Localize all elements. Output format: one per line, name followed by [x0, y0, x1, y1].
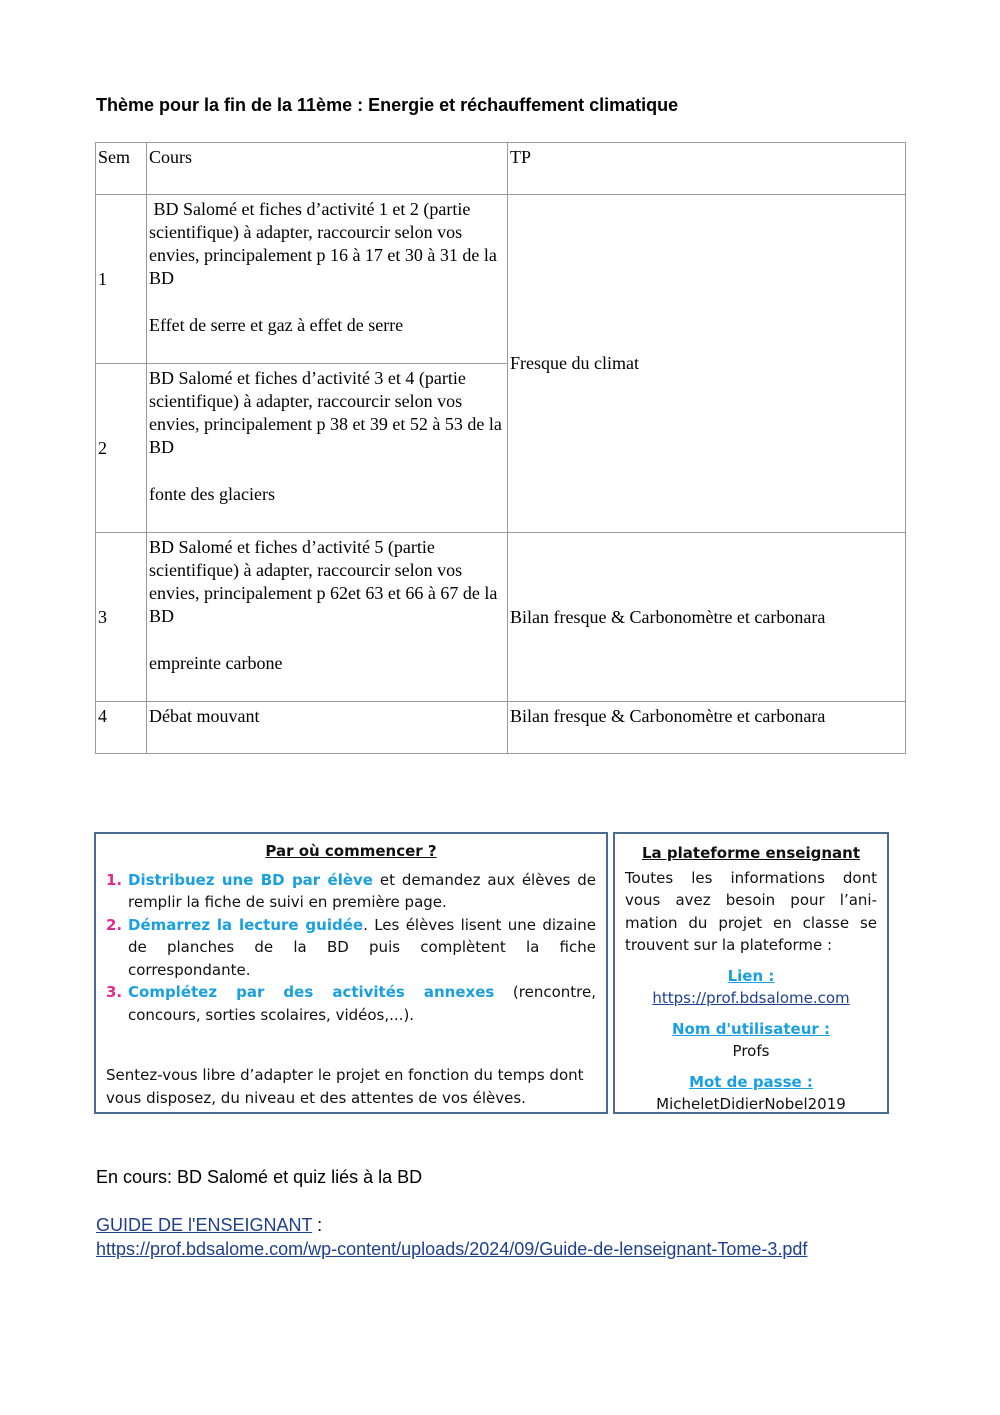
cours-cell	[147, 364, 508, 533]
start-guide-title: Par où commencer ?	[265, 842, 437, 860]
sem-cell: 2	[96, 364, 147, 533]
cours-cell	[147, 533, 508, 702]
guide-link-label[interactable]: GUIDE DE l'ENSEIGNANT	[96, 1215, 313, 1235]
tp-cell: Fresque du climat	[508, 195, 906, 533]
step-text: . Les élèves lisent une dizaine de planches de la BD puis complètent la fiche correspondante.	[128, 915, 596, 979]
sem-cell: 3	[96, 533, 147, 702]
step-highlight: Distribuez une BD par élève	[128, 870, 373, 889]
password-value: MicheletDidierNobel2019	[656, 1095, 846, 1113]
guide-url-link[interactable]: https://prof.bdsalome.com/wp-content/uploads/2024/09/Guide-de-lenseignant-Tome-3.pdf	[96, 1239, 808, 1259]
cours-cell: Débat mouvant	[147, 702, 508, 754]
step-item	[106, 914, 596, 982]
header-cours: Cours	[147, 143, 508, 195]
sem-cell: 1	[96, 195, 147, 364]
adapt-note: Sentez-vous libre d’adapter le projet en fonction du temps dont vous disposez, du niveau et des attentes de vos élèves.	[106, 1066, 584, 1107]
start-steps-list	[106, 869, 596, 1027]
cours-text: BD Salomé et fiches d’activité 5 (partie scientifique) à adapter, raccourcir selon vos envies, principalement p 62et 63 et 66 à 67 de la BD	[149, 537, 498, 626]
step-text: (rencontre, concours, sorties scolaires, vidéos,...).	[128, 983, 596, 1024]
step-highlight: Complétez par des activités annexes	[128, 983, 495, 1001]
step-number: 1.	[106, 870, 123, 889]
start-guide-box	[94, 832, 608, 1114]
guide-separator: :	[312, 1215, 323, 1235]
header-sem: Sem	[96, 143, 147, 195]
cours-cell	[147, 195, 508, 364]
platform-link[interactable]: https://prof.bdsalome.com	[652, 989, 850, 1007]
tp-cell: Bilan fresque & Carbonomètre et carbonara	[508, 533, 906, 702]
link-label: Lien :	[727, 966, 775, 985]
teacher-platform-box	[613, 832, 889, 1114]
page-title: Thème pour la fin de la 11ème : Energie et réchauffement climatique	[96, 95, 679, 115]
step-number: 3.	[106, 983, 123, 1001]
step-number: 2.	[106, 915, 123, 934]
step-text: et demandez aux élèves de remplir la fiche de suivi en première page.	[128, 870, 596, 911]
cours-topic: Effet de serre et gaz à effet de serre	[149, 315, 404, 335]
guide-section	[96, 1213, 807, 1261]
step-item	[106, 869, 596, 914]
cours-text: BD Salomé et fiches d’activité 3 et 4 (partie scientifique) à adapter, raccourcir selon vos envies, principalement p 38 et 39 et 52 à 53 de la BD	[149, 368, 502, 457]
table-header-row	[96, 143, 906, 195]
step-item	[106, 981, 596, 1026]
cours-text: BD Salomé et fiches d’activité 1 et 2 (partie scientifique) à adapter, raccourcir selon vos envies, principalement p 16 à 17 et 30 à 31 de la BD	[149, 199, 502, 288]
platform-intro: Toutes les informations dont vous avez besoin pour l’ani-mation du projet en classe se trouvent sur la plateforme :	[625, 868, 877, 954]
platform-title: La plateforme enseignant	[642, 844, 860, 862]
table-row	[96, 702, 906, 754]
username-label: Nom d'utilisateur :	[671, 1019, 830, 1038]
en-cours-text: En cours: BD Salomé et quiz liés à la BD	[96, 1167, 423, 1187]
sem-cell: 4	[96, 702, 147, 754]
cours-topic: empreinte carbone	[149, 653, 283, 673]
cours-topic: fonte des glaciers	[149, 484, 275, 504]
table-row	[96, 195, 906, 364]
password-label: Mot de passe :	[689, 1072, 813, 1091]
step-highlight: Démarrez la lecture guidée	[128, 915, 364, 934]
header-tp: TP	[508, 143, 906, 195]
tp-cell: Bilan fresque & Carbonomètre et carbonara	[508, 702, 906, 754]
username-value: Profs	[732, 1042, 770, 1060]
table-row	[96, 533, 906, 702]
planning-table	[95, 142, 906, 754]
